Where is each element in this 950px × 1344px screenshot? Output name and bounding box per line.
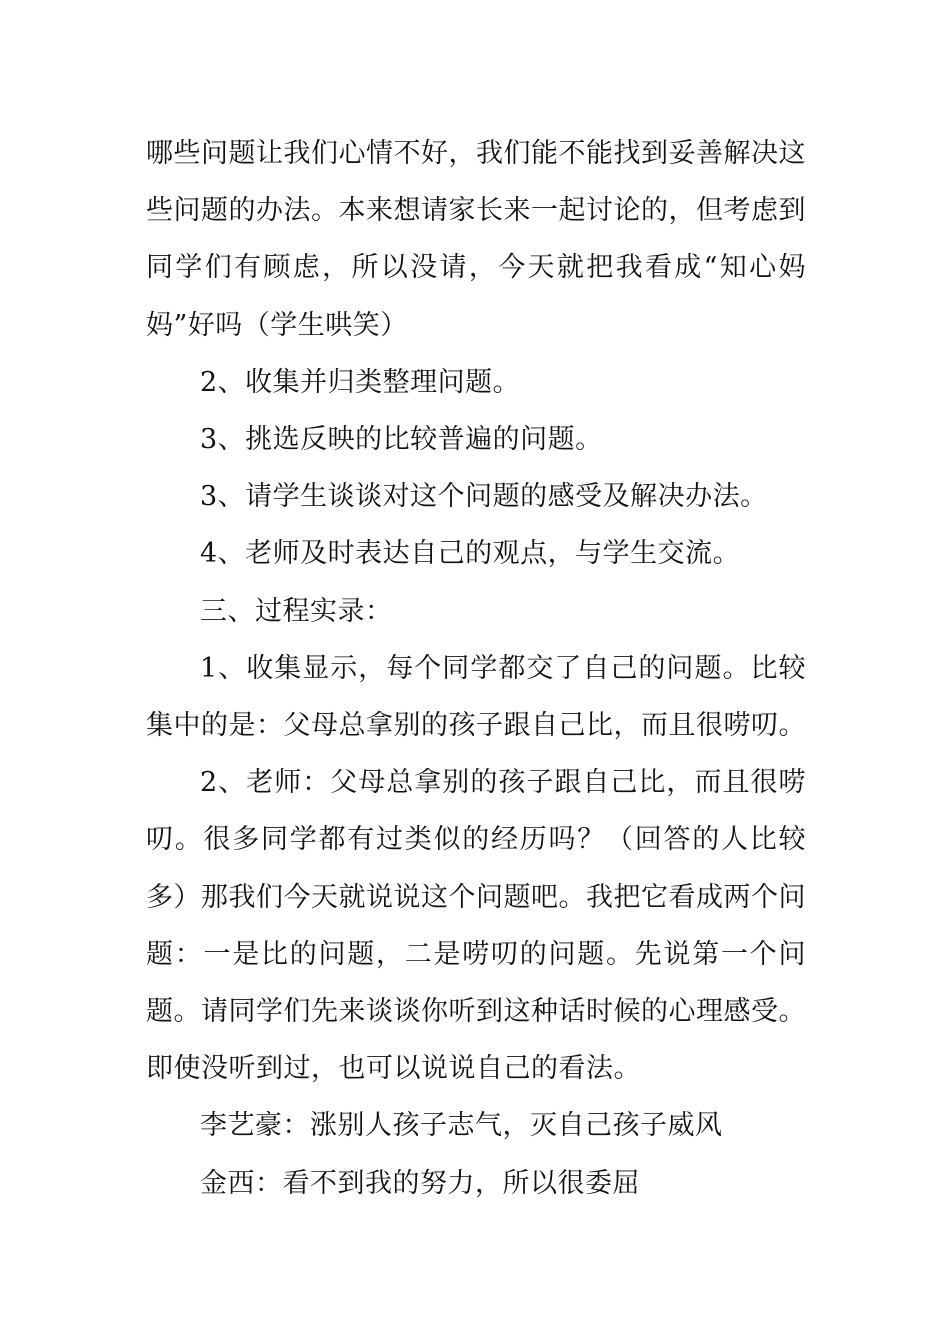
paragraph-step-3-select: 3、挑选反映的比较普遍的问题。 — [200, 424, 603, 456]
paragraph-record-1: 1、收集显示，每个同学都交了自己的问题。比较集中的是：父母总拿别的孩子跟自己比，而且很唠叨。 — [146, 652, 806, 742]
paragraph-step-3-discuss: 3、请学生谈谈对这个问题的感受及解决办法。 — [200, 481, 768, 513]
paragraph-student-jin-xi: 金西：看不到我的努力，所以很委屈 — [200, 1167, 640, 1199]
paragraph-intro: 哪些问题让我们心情不好，我们能不能找到妥善解决这些问题的办法。本来想请家长来一起讨论的，但考虑到同学们有顾虑，所以没请，今天就把我看成“知心妈妈”好吗（学生哄笑） — [146, 138, 806, 341]
paragraph-record-2: 2、老师：父母总拿别的孩子跟自己比，而且很唠叨。很多同学都有过类似的经历吗？（回答的人比较多）那我们今天就说说这个问题吧。我把它看成两个问题：一是比的问题，二是唠叨的问题。先说第一个问题。请同学们先来谈谈你听到这种话时候的心理感受。即使没听到过，也可以说说自己的看法。 — [146, 767, 806, 1085]
document-body — [146, 125, 806, 1212]
paragraph-step-4-teacher: 4、老师及时表达自己的观点，与学生交流。 — [200, 538, 741, 570]
section-heading-process-record: 三、过程实录： — [200, 595, 393, 627]
paragraph-step-2-collect: 2、收集并归类整理问题。 — [200, 366, 521, 398]
paragraph-student-li-yihao: 李艺豪：涨别人孩子志气，灭自己孩子威风 — [200, 1110, 723, 1142]
